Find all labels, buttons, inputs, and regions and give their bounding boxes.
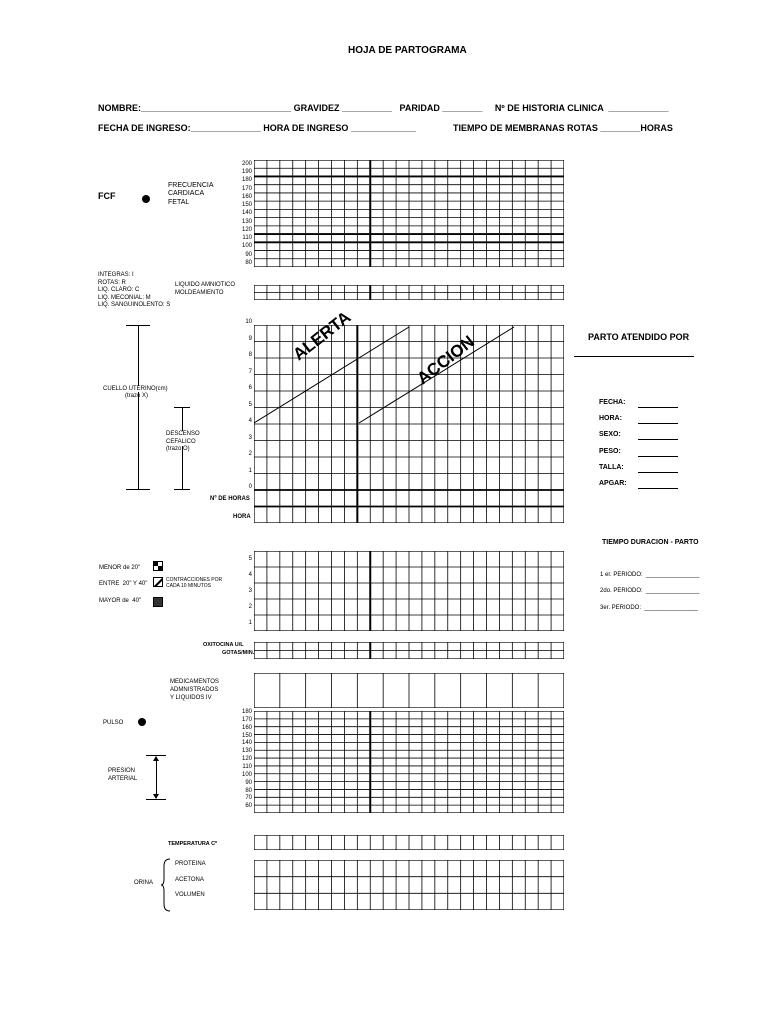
temperatura-grid[interactable] [254, 835, 564, 850]
page-title: HOJA DE PARTOGRAMA [348, 45, 467, 56]
tick-label: 130 [241, 748, 252, 755]
tick-label: 90 [245, 251, 252, 258]
parto-field-line[interactable] [638, 439, 678, 440]
presion-bracket-bottom [146, 799, 166, 800]
tick-label: 7 [248, 368, 252, 375]
fcf-abbr: FCF [98, 191, 116, 201]
temperatura-label: TEMPERATURA Cº [168, 841, 218, 847]
mayor-label: MAYOR de 40" [99, 598, 142, 604]
oxitocina-ui-label: OXITOCINA U/L [203, 642, 244, 648]
oxitocina-grid[interactable] [254, 642, 564, 659]
tick-label: 80 [245, 259, 252, 266]
tick-label: 1 [248, 467, 252, 474]
medicamentos-label: MEDICAMENTOS ADMNISTRADOS Y LIQUIDOS IV [170, 679, 219, 701]
tick-label: 110 [242, 763, 252, 770]
parto-field-label: HORA: [599, 415, 622, 423]
descenso-bracket-bottom [174, 489, 190, 490]
tick-label: 0 [248, 484, 252, 490]
parto-field-label: PESO: [599, 447, 621, 455]
tick-label: 2 [248, 604, 252, 610]
tick-label: 9 [248, 335, 252, 342]
checker-swatch-icon [153, 561, 163, 571]
cuello-label: CUELLO UTERINO(cm) [103, 386, 168, 392]
fcf-label: FRECUENCIA CARDIACA FETAL [168, 182, 214, 206]
tick-label: 190 [241, 169, 252, 176]
tick-label: 10 [245, 319, 252, 325]
tick-label: 5 [248, 556, 252, 562]
tick-label: 150 [241, 732, 252, 739]
descenso-label: DESCENSO CEFALICO [166, 431, 200, 445]
presion-bracket-line [156, 757, 157, 797]
parto-field-label: SEXO: [599, 431, 621, 439]
tick-label: 150 [241, 202, 252, 209]
fcf-dot-icon [142, 195, 150, 203]
duracion-period-1[interactable]: 1 er. PERIODO: ________________ [600, 572, 700, 578]
tick-label: 2 [248, 451, 252, 457]
descenso-sub: (trazo O) [166, 446, 190, 452]
parto-field-label: APGAR: [599, 480, 627, 487]
orina-brace-icon [160, 858, 172, 912]
tick-label: 120 [241, 226, 252, 233]
accion-label: ACCION [413, 331, 478, 389]
contracciones-grid[interactable] [254, 551, 564, 631]
tick-label: 140 [241, 210, 252, 217]
tick-label: 4 [248, 418, 252, 424]
parto-title: PARTO ATENDIDO POR [588, 332, 690, 342]
tick-label: 180 [241, 709, 252, 715]
tick-label: 120 [241, 756, 252, 763]
contracciones-label: CONTRACCIONES POR CADA 10 MINUTOS [166, 577, 223, 589]
tick-label: 110 [242, 235, 252, 242]
tick-label: 180 [241, 177, 252, 184]
tick-label: 3 [248, 588, 252, 594]
tick-label: 130 [241, 218, 252, 225]
fcf-grid[interactable] [254, 160, 564, 267]
parto-field-line[interactable] [638, 423, 678, 424]
orina-label: ORINA [134, 880, 154, 886]
parto-field-line[interactable] [638, 488, 678, 489]
duracion-period-3[interactable]: 3er. PERIODO: ________________ [600, 605, 698, 611]
tick-label: 5 [248, 401, 252, 408]
hora-label: HORA [233, 514, 251, 520]
tick-label: 80 [245, 787, 252, 794]
orina-grid[interactable] [254, 860, 564, 910]
tick-label: 160 [241, 724, 252, 731]
menor-label: MENOR de 20" [99, 565, 141, 571]
duracion-period-2[interactable]: 2do. PERIODO: ________________ [600, 588, 700, 594]
solid-swatch-icon [153, 597, 163, 607]
parto-field-line[interactable] [638, 456, 678, 457]
parto-field-line[interactable] [638, 407, 678, 408]
liquido-legend: INTEGRAS: I ROTAS: R LIQ. CLARO: C LIQ. MECONIAL: M LIQ. SANGUINOLENTO: S [98, 272, 171, 308]
parto-name-line[interactable] [574, 356, 694, 357]
oxitocina-gotas-label: GOTAS/MIN. [222, 650, 255, 656]
parto-field-line[interactable] [638, 472, 678, 473]
tick-label: 140 [241, 740, 252, 747]
pulso-dot-icon [138, 718, 146, 726]
pulso-label: PULSO [103, 720, 124, 726]
tick-label: 90 [245, 779, 252, 786]
tick-label: 1 [248, 620, 252, 626]
cuello-bracket-line [138, 325, 139, 489]
tick-label: 6 [248, 385, 252, 391]
tick-label: 170 [241, 185, 252, 192]
tick-label: 8 [248, 352, 252, 358]
entre-label: ENTRE 20" Y 40" [99, 581, 148, 587]
parto-field-label: FECHA: [599, 399, 626, 406]
tick-label: 60 [245, 803, 252, 810]
orina-proteina: PROTEINA [175, 861, 206, 867]
tick-label: 4 [248, 572, 252, 578]
arrow-up-icon [153, 756, 159, 761]
orina-volumen: VOLUMEN [175, 892, 205, 898]
parto-field-label: TALLA: [599, 463, 624, 471]
medicamentos-grid[interactable] [254, 673, 564, 708]
orina-acetona: ACETONA [175, 877, 204, 883]
header-line-2b: TIEMPO DE MEMBRANAS ROTAS ________HORAS [453, 123, 673, 133]
tick-label: 170 [241, 716, 252, 723]
liquido-label: LIQUIDO AMNIOTICO MOLDEAMIENTO [175, 282, 236, 297]
header-line-1: NOMBRE:______________________________ GRAVIDEZ __________ PARIDAD ________ Nº DE HISTORIA CLINICA ____________ [98, 103, 669, 113]
horas-label: Nº DE HORAS [210, 496, 250, 502]
tick-label: 70 [245, 795, 252, 802]
liquido-grid[interactable] [254, 285, 564, 300]
tick-label: 100 [241, 243, 252, 250]
cuello-sub: (trazo X) [125, 393, 149, 399]
header-line-2: FECHA DE INGRESO:______________ HORA DE INGRESO _____________ [98, 123, 416, 133]
cuello-bracket-bottom [126, 489, 150, 490]
tick-label: 200 [241, 161, 252, 167]
tick-label: 100 [241, 771, 252, 778]
pulso-grid[interactable] [254, 711, 564, 813]
tick-label: 160 [241, 193, 252, 200]
alerta-label: ALERTA [289, 307, 355, 365]
presion-label: PRESION ARTERIAL [108, 768, 138, 782]
tick-label: 3 [248, 434, 252, 441]
duracion-title: TIEMPO DURACION - PARTO [602, 539, 699, 546]
hatched-swatch-icon [153, 577, 163, 587]
